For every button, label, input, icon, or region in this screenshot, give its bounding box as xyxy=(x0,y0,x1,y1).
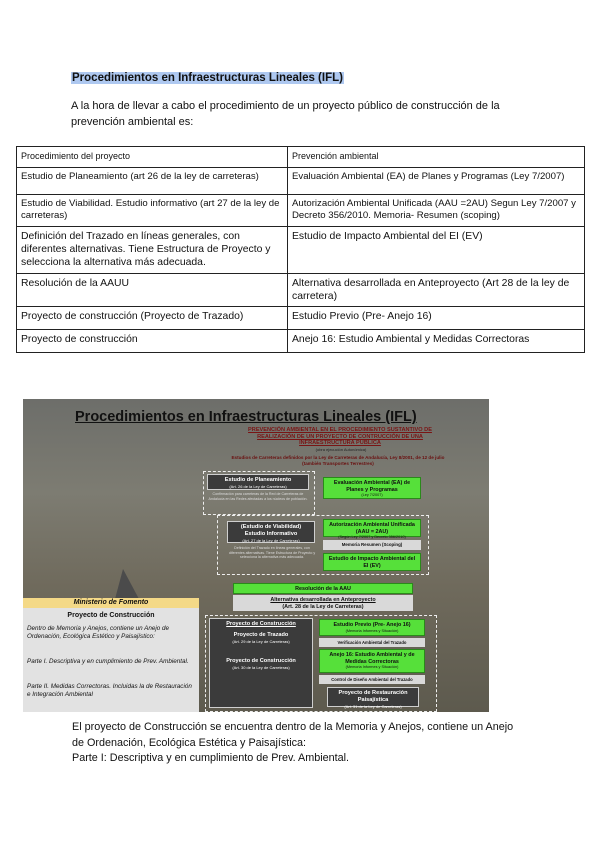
table-cell: Estudio de Planeamiento (art 26 de la ley de carreteras) xyxy=(17,168,288,195)
resolucion-box: Resolución de la AAU xyxy=(233,583,413,594)
table-row xyxy=(17,330,585,353)
slide-subtitle-note: (obra ejecución Autonómica) xyxy=(315,447,367,452)
restauracion-ref: (Art. 31 de la Ley de Carreteras) xyxy=(344,704,402,709)
caption-line-1: El proyecto de Construcción se encuentra dentro de la Memoria y Anejos, contiene un Anejo xyxy=(72,721,514,733)
memoria-box: Memoria Resumen (Scoping) xyxy=(323,540,421,550)
anejo16-title: Anejo 16: Estudio Ambiental y de Medidas Correctoras xyxy=(329,652,415,665)
anteproyecto-title: Alternativa desarrollada en Anteproyecto xyxy=(270,597,376,603)
table-row xyxy=(17,227,585,274)
caption-line-2: de Ordenación, Ecológica Estética y Paisajística: xyxy=(72,736,307,749)
slide-estudios-note: Estudios de Carreteras definidos por la Ley de Carreteras de Andalucía, Ley 8/2001, de 12 de julio (también Transportes Terrestres) xyxy=(231,455,445,466)
proyecto-construccion-title: Proyecto de Construcción xyxy=(226,621,296,627)
table-row xyxy=(17,195,585,227)
planeamiento-box xyxy=(207,474,309,490)
eia-box: Estudio de Impacto Ambiental del EI (EV) xyxy=(323,553,421,571)
planeamiento-desc: Confirmación para carreteras de la Red de Carreteras de Andalucía en las Redes afectadas a los núcleos de población. xyxy=(208,492,308,501)
slide-image xyxy=(23,399,489,712)
anejo16-box xyxy=(319,649,425,673)
side-proyecto-title: Proyecto de Construcción xyxy=(67,612,155,619)
ea-box xyxy=(323,477,421,499)
side-panel xyxy=(23,598,199,712)
restauracion-title: Proyecto de Restauración Paisajística xyxy=(338,690,408,703)
side-paragraph-3: Parte II. Medidas Correctoras. Incluidas la de Restauración e Integración Ambiental xyxy=(27,683,192,698)
previo-ref: (Memoria Informes y Situación) xyxy=(345,628,399,633)
ea-title: Evaluación Ambiental (EA) de Planes y Programas xyxy=(333,480,411,493)
anteproyecto-ref: (Art. 28 de la Ley de Carreteras) xyxy=(282,603,364,610)
side-paragraph-2: Parte I. Descriptiva y en cumplimiento de Prev. Ambiental. xyxy=(27,658,189,665)
table-cell: Alternativa desarrollada en Anteproyecto (Art 28 de la ley de carretera) xyxy=(288,274,585,307)
aau-ref: (Según Ley 7/2007 y Decreto 356/2010) xyxy=(338,535,406,539)
slide-subtitle: PREVENCIÓN AMBIENTAL EN EL PROCEDIMIENTO SUSTANTIVO DE REALIZACIÓN DE UN PROYECTO DE CONTRUCCIÓN DE UNA INFRAESTRUCTURA PÚBLICA xyxy=(248,427,432,446)
viabilidad-box xyxy=(227,521,315,543)
table-row xyxy=(17,307,585,330)
restauracion-box xyxy=(327,687,419,707)
trazado-title: Proyecto de Trazado xyxy=(233,632,289,638)
aau-title: Autorización Ambiental Unificada (AAU = 2AU) xyxy=(329,522,415,535)
header-procedimiento: Procedimiento del proyecto xyxy=(17,147,288,168)
previo-title: Estudio Previo (Pre- Anejo 16) xyxy=(333,622,411,628)
side-paragraph-1: Dentro de Memoria y Anejos, contiene un Anejo de Ordenación, Ecológica Estético y Paisajístico: xyxy=(27,625,169,640)
page-heading: Procedimientos en Infraestructuras Lineales (IFL) xyxy=(72,72,343,84)
ea-ref: (Ley 7/2007) xyxy=(361,493,383,497)
verificacion-box: Verificación Ambiental del Trazado xyxy=(319,638,425,647)
header-prevencion: Prevención ambiental xyxy=(288,147,585,168)
table-row xyxy=(17,168,585,195)
slide-title: Procedimientos en Infraestructuras Lineales (IFL) xyxy=(75,409,417,425)
procedures-table xyxy=(16,146,585,353)
viabilidad-desc: Definición del Trazado en líneas generales, con diferentes alternativas. Tiene Estructura de Proyecto y selecciona la alternativa más adecuada. xyxy=(228,546,316,560)
table-header-row xyxy=(17,147,585,168)
ministerio-label: Ministerio de Fomento xyxy=(23,598,199,608)
construccion-ref: (Art. 30 de la Ley de Carreteras) xyxy=(232,665,290,670)
construccion-title: Proyecto de Construcción xyxy=(226,658,296,664)
table-cell: Proyecto de construcción xyxy=(17,330,288,353)
intro-paragraph: A la hora de llevar a cabo el procedimiento de un proyecto público de construcción de la prevención ambiental es: xyxy=(71,100,500,128)
table-cell: Proyecto de construcción (Proyecto de Trazado) xyxy=(17,307,288,330)
table-cell: Anejo 16: Estudio Ambiental y Medidas Correctoras xyxy=(288,330,585,353)
table-cell: Estudio de Viabilidad. Estudio informativo (art 27 de la ley de carreteras) xyxy=(17,195,288,227)
table-cell: Estudio de Impacto Ambiental del EI (EV) xyxy=(288,227,585,274)
viabilidad-title: (Estudio de Viabilidad) Estudio Informativo xyxy=(240,524,302,537)
table-row xyxy=(17,274,585,307)
table-cell: Definición del Trazado en líneas generales, con diferentes alternativas. Tiene Estructura de Proyecto y selecciona la alternativa más adecuada. xyxy=(17,227,288,274)
proyecto-construccion-panel xyxy=(209,618,313,708)
anteproyecto-box xyxy=(233,595,413,611)
caption xyxy=(72,720,532,767)
caption-line-3: Parte I: Descriptiva y en cumplimiento de Prev. Ambiental. xyxy=(72,752,350,764)
aau-box xyxy=(323,519,421,537)
planeamiento-title: Estudio de Planeamiento xyxy=(224,477,292,483)
control-box: Control de Diseño Ambiental del Trazado xyxy=(319,675,425,684)
viabilidad-ref: (Art. 27 de la Ley de Carreteras) xyxy=(242,538,300,543)
table-cell: Evaluación Ambiental (EA) de Planes y Programas (Ley 7/2007) xyxy=(288,168,585,195)
trazado-ref: (Art. 29 de la Ley de Carreteras) xyxy=(232,639,290,644)
table-cell: Autorización Ambiental Unificada (AAU =2AU) Segun Ley 7/2007 y Decreto 356/2010. Memoria- Resumen (scoping) xyxy=(288,195,585,227)
table-cell: Resolución de la AAUU xyxy=(17,274,288,307)
anejo16-ref: (Memoria Informes y Situación) xyxy=(345,665,399,669)
planeamiento-ref: (Art. 26 de la Ley de Carreteras) xyxy=(229,484,287,489)
table-cell: Estudio Previo (Pre- Anejo 16) xyxy=(288,307,585,330)
previo-box xyxy=(319,619,425,636)
